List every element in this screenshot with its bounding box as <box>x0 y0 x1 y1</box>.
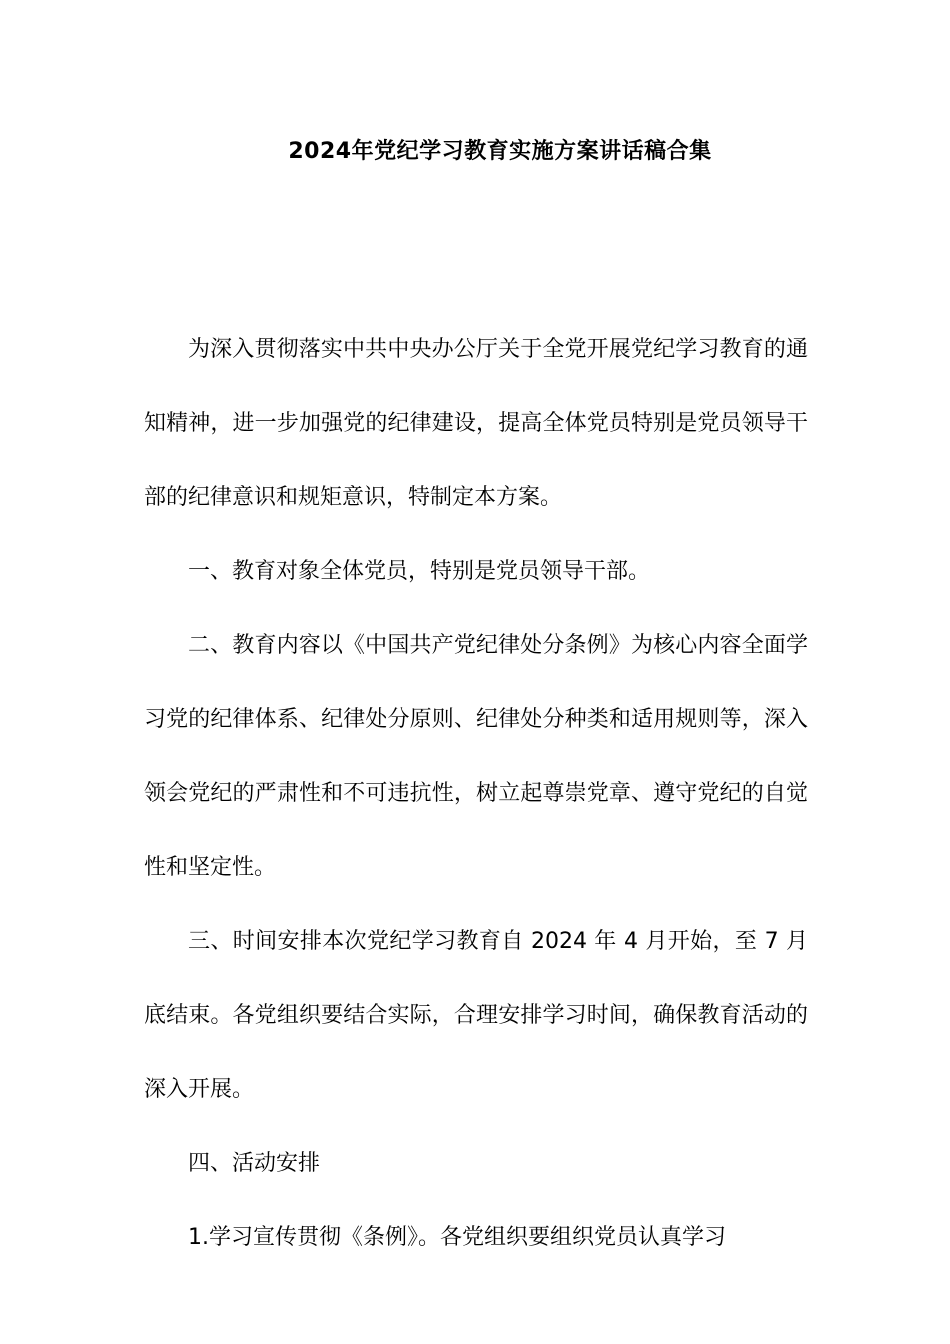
paragraph-item-1: 1.学习宣传贯彻《条例》。各党组织要组织党员认真学习 <box>188 1225 726 1250</box>
paragraph-section-2: 二、教育内容以《中国共产党纪律处分条例》为核心内容全面学习党的纪律体系、纪律处分原则、纪律处分种类和适用规则等，深入领会党纪的严肃性和不可违抗性，树立起尊崇党章、遵守党纪的自觉性和坚定性。 <box>144 633 808 880</box>
paragraph-section-3: 三、时间安排本次党纪学习教育自 2024 年 4 月开始，至 7 月底结束。各党组织要结合实际，合理安排学习时间，确保教育活动的深入开展。 <box>144 929 808 1102</box>
paragraph-section-1: 一、教育对象全体党员，特别是党员领导干部。 <box>188 559 651 584</box>
document-body <box>144 313 808 1275</box>
document-title: 2024年党纪学习教育实施方案讲话稿合集 <box>288 139 712 164</box>
paragraph-section-4: 四、活动安排 <box>188 1151 321 1176</box>
paragraph-intro: 为深入贯彻落实中共中央办公厅关于全党开展党纪学习教育的通知精神，进一步加强党的纪律建设，提高全体党员特别是党员领导干部的纪律意识和规矩意识，特制定本方案。 <box>144 337 808 510</box>
